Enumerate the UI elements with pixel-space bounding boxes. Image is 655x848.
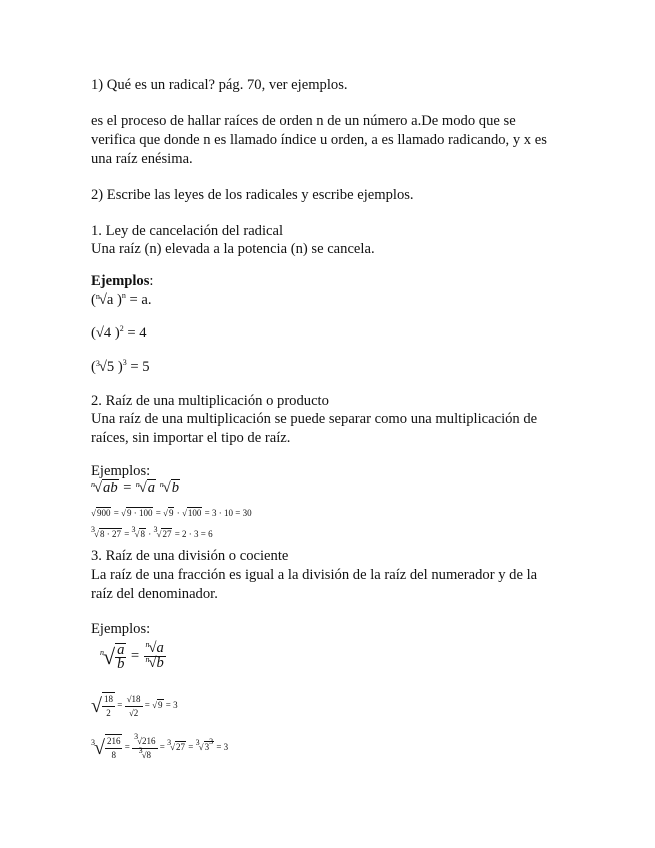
question-2: 2) Escribe las leyes de los radicales y escribe ejemplos. (91, 187, 414, 203)
law-3-desc: La raíz de una fracción es igual a la división de la raíz del numerador y de la raíz del denominador. (91, 567, 538, 602)
law-2-formula: $^n$√ab = $^n$√a $^n$√b (91, 480, 180, 496)
law-3-title: 3. Raíz de una división o cociente (91, 548, 289, 564)
law-2-title: 2. Raíz de una multiplicación o producto (91, 393, 329, 409)
answer-1: es el proceso de hallar raíces de orden n de un número a.De modo que se verifica que donde n es llamado índice u orden, a es llamado radicando, y x es una raíz enésima. (91, 113, 547, 167)
law-2-example-2: 3√8 · 27 = 3√8 · 3√27 = 2 · 3 = 6 (91, 525, 213, 539)
law-1-title: 1. Ley de cancelación del radical (91, 223, 284, 239)
law-3-example-2: 3√ $\frac{216}{8}$ = $\frac{3√216}{3√8}$ = $3√27 = 3√3^3 = 3$ (91, 731, 229, 760)
law-3-example-1: √ $\frac{18}{2}$ = $\frac{√18}{√2}$ = √9 = 3 (91, 693, 178, 718)
law-1-example-2: (√4 )$^2$ = 4 (91, 324, 147, 341)
law-1-example-3: ($^3$√5 )$^3$ = 5 (91, 358, 150, 375)
law-3-formula: $^n$√ $\frac{a}{b}$ = $\frac{^n√a}{^n√b}$ (100, 640, 164, 672)
law-1-examples-label: Ejemplos: (91, 273, 154, 289)
law-2-desc: Una raíz de una multiplicación se puede separar como una multiplicación de raíces, sin importar el tipo de raíz. (91, 411, 538, 446)
law-3-examples-label: Ejemplos: (91, 621, 151, 637)
law-1-example-1: ($^n$√a )$^n$ = a. (91, 291, 152, 308)
law-2-example-1: √900 = √9 · 100 = √9 · √100 = 3 · 10 = 30 (91, 508, 252, 518)
law-2-examples-label: Ejemplos: (91, 463, 151, 479)
question-1: 1) Qué es un radical? pág. 70, ver ejemplos. (91, 77, 348, 93)
law-1-desc: Una raíz (n) elevada a la potencia (n) se cancela. (91, 241, 375, 257)
